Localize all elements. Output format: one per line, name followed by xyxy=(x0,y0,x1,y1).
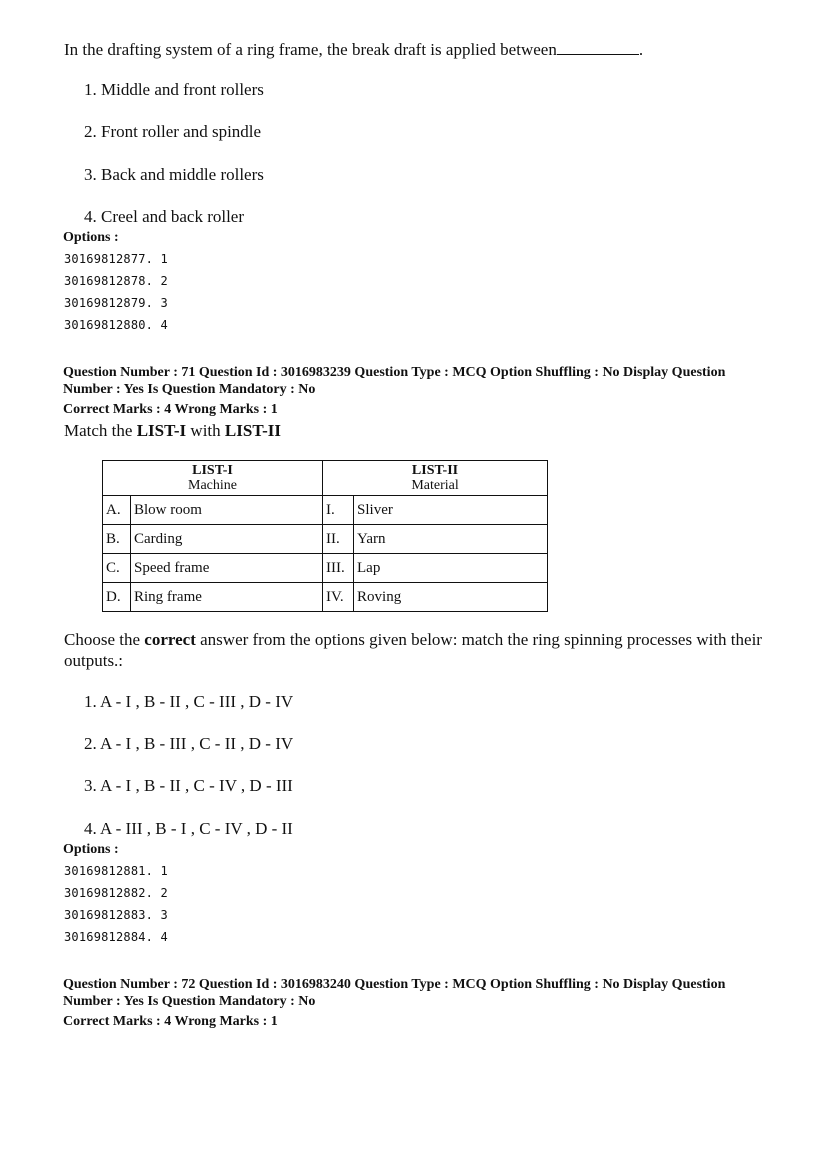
list2-value: Yarn xyxy=(354,525,548,554)
list1-value: Blow room xyxy=(131,496,323,525)
list2-value: Sliver xyxy=(354,496,548,525)
q70-option-id-1: 30169812877. 1 xyxy=(64,252,168,266)
q70-option-id-3: 30169812879. 3 xyxy=(64,296,168,310)
answer-blank xyxy=(557,40,639,55)
list1-tag: A. xyxy=(103,496,131,525)
table-row xyxy=(103,554,548,583)
q71-option-id-3: 30169812883. 3 xyxy=(64,908,168,922)
list2-value: Roving xyxy=(354,583,548,612)
list2-tag: II. xyxy=(323,525,354,554)
q71-choice-2: 2. A - I , B - III , C - II , D - IV xyxy=(84,734,294,753)
q70-choice-1: 1. Middle and front rollers xyxy=(84,80,264,99)
q72-meta: Question Number : 72 Question Id : 3016983240 Question Type : MCQ Option Shuffling : No Display Question Number : Yes Is Question Mandatory : No xyxy=(63,977,726,1009)
q71-option-id-2: 30169812882. 2 xyxy=(64,886,168,900)
list1-value: Speed frame xyxy=(131,554,323,583)
q70-choice-3: 3. Back and middle rollers xyxy=(84,165,264,184)
q71-choice-1: 1. A - I , B - II , C - III , D - IV xyxy=(84,692,294,711)
list1-header: LIST-I Machine xyxy=(103,461,323,496)
q71-option-id-1: 30169812881. 1 xyxy=(64,864,168,878)
q71-stem: Match the LIST-I with LIST-II xyxy=(64,421,281,440)
q70-option-id-4: 30169812880. 4 xyxy=(64,318,168,332)
q70-options-label: Options : xyxy=(63,230,119,245)
question-70-stem: In the drafting system of a ring frame, the break draft is applied between . xyxy=(64,40,644,59)
list2-tag: I. xyxy=(323,496,354,525)
list1-value: Carding xyxy=(131,525,323,554)
table-row xyxy=(103,525,548,554)
q71-instruction: Choose the correct answer from the options given below: match the ring spinning processes with their outputs.: xyxy=(64,630,762,670)
list1-tag: B. xyxy=(103,525,131,554)
q71-option-id-4: 30169812884. 4 xyxy=(64,930,168,944)
table-row xyxy=(103,496,548,525)
q70-option-id-2: 30169812878. 2 xyxy=(64,274,168,288)
q72-marks: Correct Marks : 4 Wrong Marks : 1 xyxy=(63,1014,278,1029)
q71-choice-4: 4. A - III , B - I , C - IV , D - II xyxy=(84,819,293,838)
q71-choice-3: 3. A - I , B - II , C - IV , D - III xyxy=(84,776,293,795)
list2-value: Lap xyxy=(354,554,548,583)
list1-tag: C. xyxy=(103,554,131,583)
list1-tag: D. xyxy=(103,583,131,612)
match-table-header xyxy=(103,461,548,496)
q70-choice-4: 4. Creel and back roller xyxy=(84,207,245,226)
list1-value: Ring frame xyxy=(131,583,323,612)
list2-tag: III. xyxy=(323,554,354,583)
list2-header: LIST-II Material xyxy=(323,461,548,496)
match-table xyxy=(102,460,548,612)
table-row xyxy=(103,583,548,612)
q71-meta: Question Number : 71 Question Id : 3016983239 Question Type : MCQ Option Shuffling : No Display Question Number : Yes Is Question Mandatory : No xyxy=(63,365,726,397)
q71-options-label: Options : xyxy=(63,842,119,857)
list2-tag: IV. xyxy=(323,583,354,612)
q70-choice-2: 2. Front roller and spindle xyxy=(84,122,262,141)
q71-marks: Correct Marks : 4 Wrong Marks : 1 xyxy=(63,402,278,417)
